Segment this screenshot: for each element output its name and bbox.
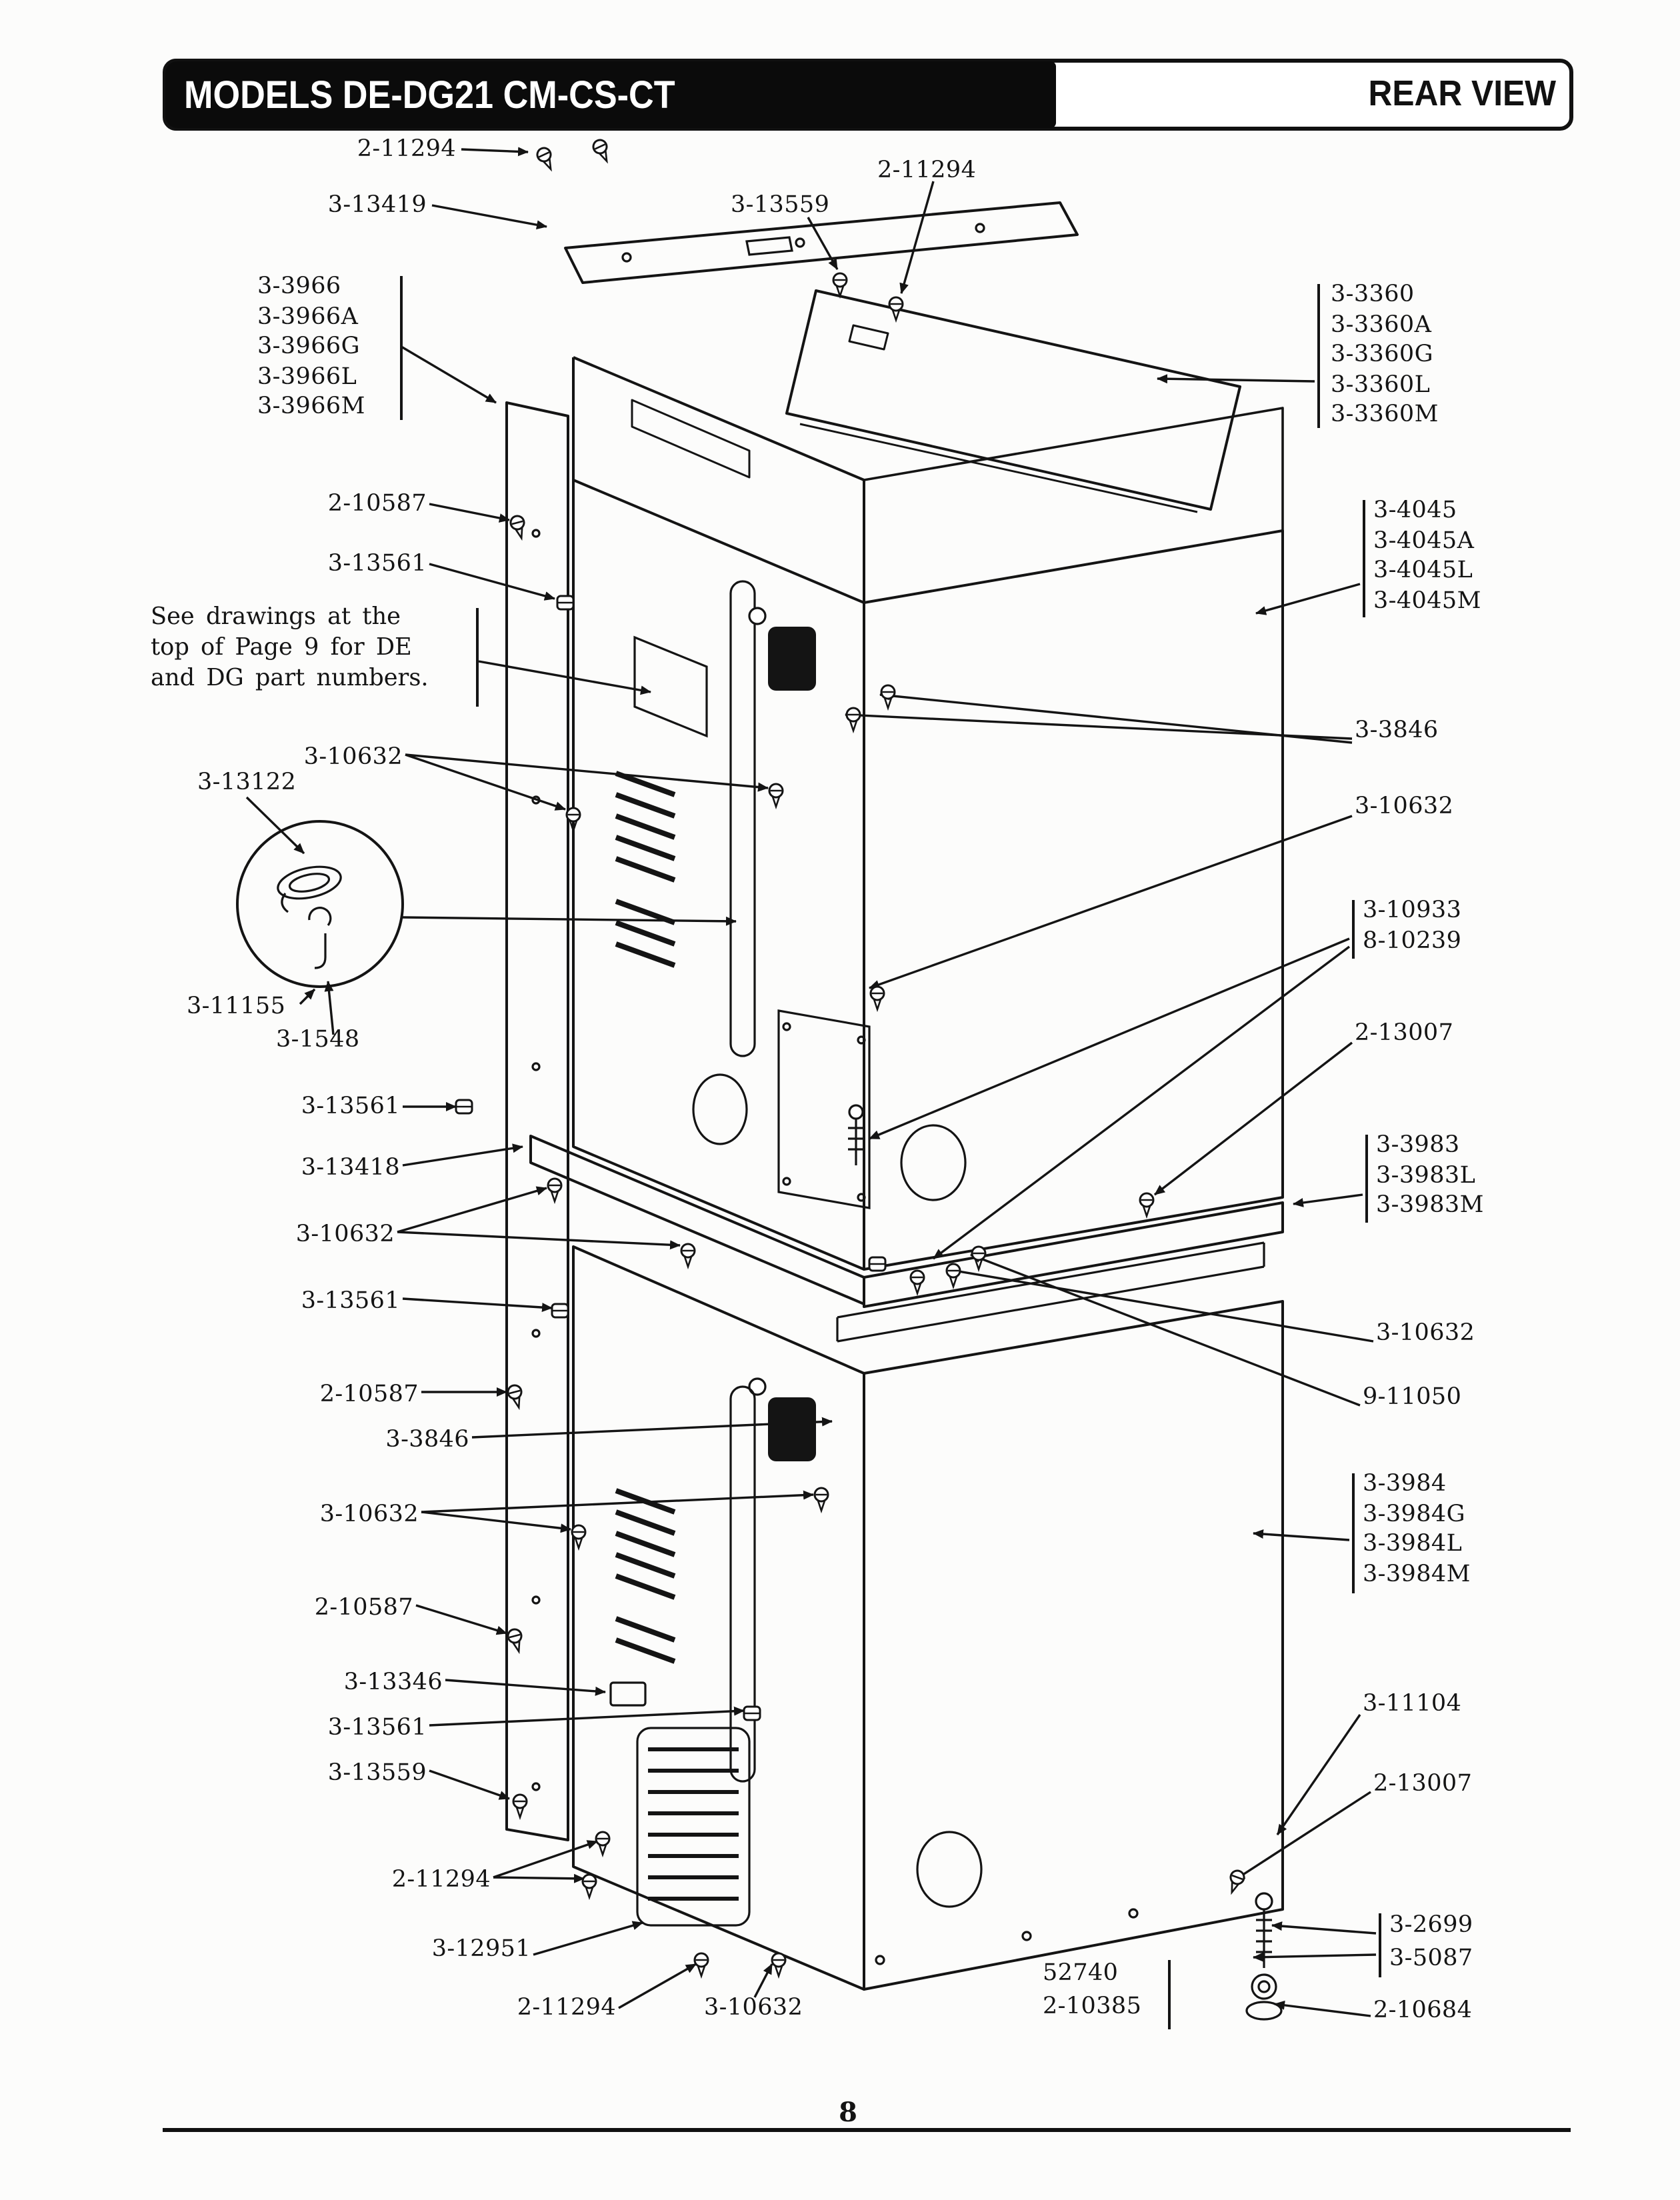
part-number: 3-3984 bbox=[1363, 1471, 1447, 1497]
callout-grille-screws: 2-11294 bbox=[391, 1867, 491, 1893]
callout-right-corner: 3-11104 bbox=[1363, 1691, 1462, 1717]
callout-mid-screws: 3-10632 bbox=[295, 1221, 395, 1248]
part-number: 3-4045 bbox=[1373, 497, 1457, 524]
upper-rear-face bbox=[573, 480, 864, 1269]
callout-right-foot: 2-10684 bbox=[1373, 1997, 1473, 2024]
callout-group-52740 bbox=[1043, 1957, 1141, 2024]
leveling-leg-bolt bbox=[1256, 1907, 1272, 1968]
callout-mid-clip: 3-13561 bbox=[301, 1093, 400, 1120]
callout-group-3966 bbox=[257, 272, 365, 422]
reference-note bbox=[151, 603, 429, 695]
part-number: 3-3360G bbox=[1331, 341, 1433, 368]
note-line: and DG part numbers. bbox=[151, 665, 429, 692]
cabinet-outlines bbox=[507, 203, 1283, 1989]
part-number: 52740 bbox=[1043, 1960, 1119, 1987]
part-number: 8-10239 bbox=[1363, 927, 1462, 954]
part-number: 3-3984M bbox=[1363, 1561, 1471, 1587]
part-number: 3-3360 bbox=[1331, 281, 1415, 308]
callout-lower-bolt-b: 2-10587 bbox=[314, 1595, 413, 1621]
page-number: 8 bbox=[800, 2096, 896, 2128]
callout-lower-plate: 3-13346 bbox=[343, 1669, 443, 1696]
upper-vent-louvers bbox=[616, 773, 675, 965]
part-number: 3-5087 bbox=[1389, 1945, 1473, 1972]
callout-lower-screw-c: 3-13559 bbox=[327, 1760, 427, 1787]
callout-right-bolt-b: 2-13007 bbox=[1373, 1771, 1473, 1797]
part-number: 3-3966L bbox=[257, 363, 357, 390]
callout-clamp-detail: 3-13122 bbox=[197, 769, 297, 796]
lower-vent-louvers bbox=[616, 1491, 675, 1661]
callout-group-2699 bbox=[1389, 1909, 1473, 1976]
exhaust-grille bbox=[637, 1728, 749, 1925]
lower-side-panel bbox=[864, 1301, 1283, 1989]
callout-lower-bolt-a: 2-10587 bbox=[319, 1381, 419, 1408]
note-line: See drawings at the bbox=[151, 604, 401, 631]
callout-right-screw-b: 3-10632 bbox=[1376, 1320, 1475, 1347]
callout-bottom-screw-b: 3-10632 bbox=[704, 1995, 803, 2021]
bracket-10933 bbox=[1352, 900, 1355, 959]
callout-group-4045 bbox=[1373, 496, 1481, 616]
callout-lower-screws: 3-10632 bbox=[319, 1501, 419, 1528]
callout-top-center-screw: 3-13559 bbox=[731, 192, 830, 219]
bracket-3983 bbox=[1365, 1135, 1368, 1223]
spring-hook-shape bbox=[309, 908, 331, 968]
view-title: REAR VIEW bbox=[1368, 73, 1556, 113]
bracket-2699 bbox=[1379, 1913, 1381, 1977]
bracket-3360 bbox=[1317, 284, 1320, 428]
callout-right-grommet: 3-3846 bbox=[1355, 717, 1439, 744]
part-number: 3-3966 bbox=[257, 273, 341, 300]
callout-group-3983 bbox=[1376, 1131, 1484, 1221]
terminal-block-cover bbox=[635, 637, 707, 736]
callout-mid-shelf: 3-13418 bbox=[301, 1155, 400, 1181]
callout-spring-hook: 3-1548 bbox=[276, 1027, 360, 1053]
mid-shelf bbox=[531, 1136, 864, 1304]
bracket-4045 bbox=[1363, 500, 1365, 617]
hold-down-bolt bbox=[848, 1117, 864, 1165]
part-number: 3-3984G bbox=[1363, 1501, 1465, 1527]
callout-group-3360 bbox=[1331, 280, 1439, 430]
part-number: 3-3984L bbox=[1363, 1531, 1463, 1557]
callout-upper-bolt: 2-10587 bbox=[327, 491, 427, 517]
part-number: 3-3983M bbox=[1376, 1192, 1484, 1219]
note-bracket bbox=[476, 608, 479, 707]
rear-channel-strip bbox=[507, 403, 568, 1840]
part-number: 3-10933 bbox=[1363, 897, 1462, 924]
callout-upper-clip: 3-13561 bbox=[327, 551, 427, 577]
models-title: MODELS DE-DG21 CM-CS-CT bbox=[184, 75, 675, 117]
part-number: 3-4045A bbox=[1373, 527, 1475, 554]
part-number: 3-4045L bbox=[1373, 557, 1473, 584]
footer-rule bbox=[163, 2128, 1571, 2132]
part-number: 2-10385 bbox=[1043, 1993, 1142, 2020]
bracket-3966 bbox=[400, 276, 403, 420]
upper-duct-channel bbox=[731, 581, 755, 1056]
callout-top-panel: 3-13419 bbox=[327, 192, 427, 219]
callout-bottom-screw-a: 2-11294 bbox=[517, 1995, 616, 2021]
callout-lower-clip-b: 3-13561 bbox=[327, 1715, 427, 1741]
callout-upper-screws: 3-10632 bbox=[303, 744, 403, 771]
bracket-52740 bbox=[1168, 1960, 1171, 2029]
callout-group-3984 bbox=[1363, 1469, 1471, 1589]
callout-top-center-screw2: 2-11294 bbox=[877, 157, 977, 184]
upper-damper bbox=[768, 627, 816, 691]
part-number: 3-3360L bbox=[1331, 371, 1431, 398]
callout-right-clip: 9-11050 bbox=[1363, 1384, 1462, 1411]
part-number: 3-3966A bbox=[257, 303, 359, 330]
part-number: 3-3360M bbox=[1331, 401, 1439, 428]
callout-grille: 3-12951 bbox=[431, 1936, 531, 1963]
lower-duct-channel bbox=[731, 1387, 755, 1781]
bracket-3984 bbox=[1352, 1473, 1355, 1593]
part-number: 3-3983L bbox=[1376, 1162, 1476, 1189]
part-number: 3-3983 bbox=[1376, 1132, 1460, 1159]
part-number: 3-3966M bbox=[257, 393, 365, 420]
clamp-detail-circle bbox=[237, 821, 403, 987]
note-line: top of Page 9 for DE bbox=[151, 635, 412, 661]
page-header bbox=[163, 59, 1573, 131]
callout-right-bolt: 2-13007 bbox=[1355, 1020, 1454, 1047]
upper-side-panel bbox=[864, 531, 1283, 1269]
nameplate bbox=[611, 1683, 645, 1705]
callout-top-screws: 2-11294 bbox=[357, 136, 456, 163]
part-number: 3-4045M bbox=[1373, 587, 1481, 614]
callout-group-10933 bbox=[1363, 896, 1461, 956]
console-back bbox=[573, 357, 864, 603]
callout-right-screw-a: 3-10632 bbox=[1355, 793, 1454, 820]
part-number: 3-3360A bbox=[1331, 311, 1432, 338]
lower-damper bbox=[768, 1397, 816, 1461]
part-number: 3-3966G bbox=[257, 333, 360, 360]
callout-lower-grommet: 3-3846 bbox=[385, 1427, 469, 1453]
callout-lower-clip-a: 3-13561 bbox=[301, 1288, 400, 1315]
leg-washer bbox=[1252, 1975, 1276, 1999]
part-number: 3-2699 bbox=[1389, 1912, 1473, 1939]
callout-hose-clamp: 3-11155 bbox=[187, 993, 286, 1020]
